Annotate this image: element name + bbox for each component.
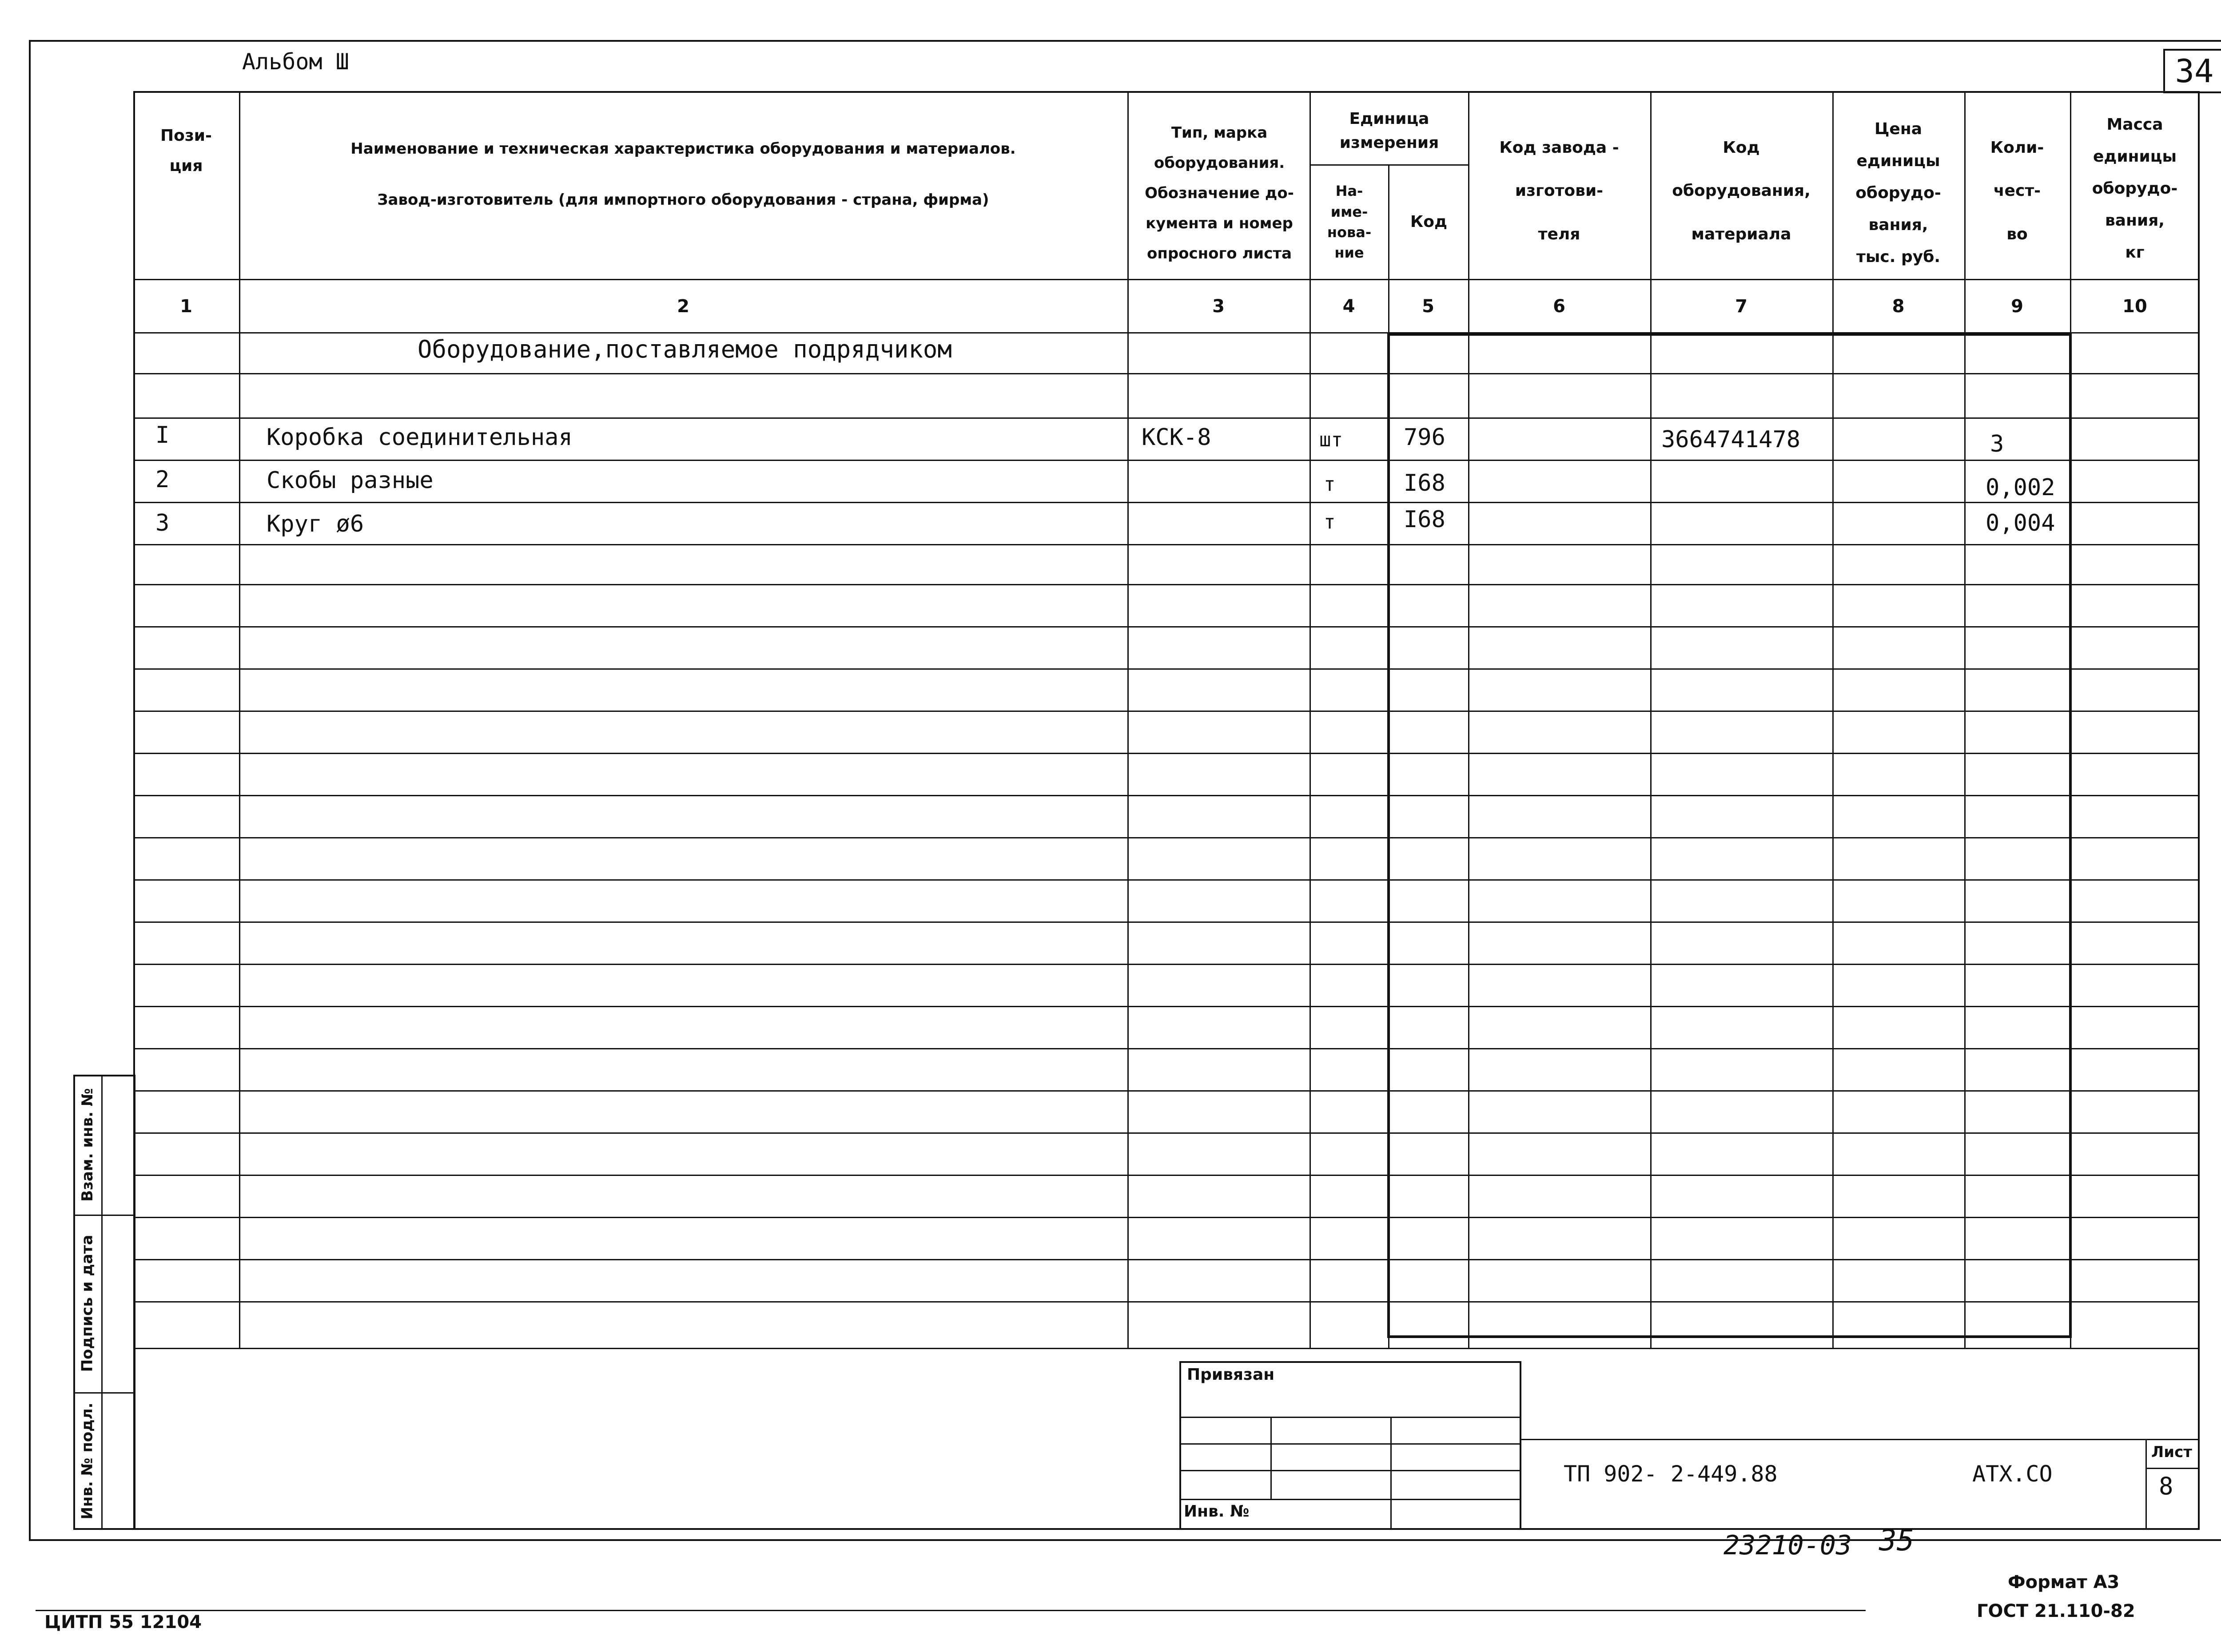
row-line [133, 837, 2200, 838]
sheet-label: Лист [2151, 1443, 2192, 1461]
col-num-5: 5 [1422, 296, 1434, 317]
row-line [133, 795, 2200, 796]
row2-pos: 2 [155, 466, 170, 493]
header-unit-group: Единица измерения [1339, 110, 1439, 152]
row3-pos: 3 [155, 510, 170, 536]
row1-pos: I [155, 422, 170, 449]
header-type: Тип, марка оборудования. Обозначение до- кумента и номер опросного листа [1145, 124, 1294, 262]
privyazan-vline-2 [1390, 1417, 1392, 1530]
colnum-bottom-line [133, 332, 2200, 334]
row-line [133, 502, 2200, 503]
row3-unit-name: т [1324, 511, 1336, 533]
sheet-box-mid [2145, 1468, 2200, 1469]
row-line [133, 879, 2200, 881]
header-unit-name: На- име- нова- ние [1327, 183, 1372, 262]
col-num-1: 1 [180, 296, 192, 317]
col-num-4: 4 [1342, 296, 1355, 317]
doc-block-top [1521, 1439, 2200, 1440]
side-vzam-inv [73, 1075, 101, 1215]
inv-no-label: Инв. № [1184, 1502, 1250, 1521]
unit-group-line [1310, 164, 1468, 166]
header-material-code: Код оборудования, материала [1672, 139, 1811, 243]
row1-type: КСК-8 [1142, 424, 1211, 451]
col-num-10: 10 [2122, 296, 2147, 317]
table-body-bottom-line [133, 1348, 2200, 1349]
row-line [133, 1132, 2200, 1134]
row-line [133, 753, 2200, 754]
row1-unit-name: шт [1319, 429, 1343, 451]
format-label: Формат А3 [2008, 1572, 2120, 1592]
row-line [133, 964, 2200, 965]
header-name-line2: Завод-изготовитель (для импортного оборудования - страна, фирма) [377, 191, 989, 209]
row-line [133, 668, 2200, 670]
header-position: Пози- ция [160, 126, 212, 175]
header-unit-code: Код [1410, 212, 1448, 231]
col-num-2: 2 [677, 296, 689, 317]
privyazan-line-4 [1179, 1499, 1521, 1500]
row3-unit-code: I68 [1404, 506, 1445, 533]
side-podpis-data [73, 1215, 101, 1392]
col-num-3: 3 [1212, 296, 1225, 317]
row-line [133, 1090, 2200, 1092]
archive-page: 35 [1879, 1523, 1915, 1557]
sheet-box-left [2145, 1439, 2147, 1530]
row1-material-code: 3664741478 [1661, 426, 1801, 453]
thick-left [1387, 333, 1390, 1337]
side-inv-podl [73, 1392, 101, 1530]
privyazan-line-3 [1179, 1470, 1521, 1471]
header-mass: Масса единицы оборудо- вания, кг [2092, 115, 2178, 262]
row3-qty: 0,004 [1986, 510, 2055, 536]
row-line [133, 373, 2200, 374]
col-num-9: 9 [2011, 296, 2023, 317]
corner-page-number: 34 [2175, 52, 2214, 90]
side-inv-podl-text: Инв. № подл. [78, 1402, 96, 1520]
archive-number: 23210-03 [1723, 1530, 1852, 1561]
row-line [133, 417, 2200, 419]
thick-right [2069, 333, 2072, 1337]
row-line [133, 711, 2200, 712]
row2-name: Скобы разные [267, 467, 434, 494]
col-num-8: 8 [1892, 296, 1905, 317]
section-title: Оборудование,поставляемое подрядчиком [418, 335, 952, 363]
privyazan-label: Привязан [1187, 1366, 1275, 1384]
row2-qty: 0,002 [1986, 474, 2055, 501]
row1-unit-code: 796 [1404, 424, 1445, 451]
thick-bottom [1387, 1335, 2072, 1338]
header-factory-code: Код завода - изготови- теля [1499, 139, 1619, 243]
row1-qty: 3 [1990, 431, 2004, 457]
row-line [133, 1048, 2200, 1049]
document-code: ТП 902- 2-449.88 [1564, 1461, 1778, 1487]
album-label: Альбом Ш [242, 49, 349, 75]
footer-rule [36, 1610, 1866, 1611]
row-line [133, 544, 2200, 545]
privyazan-vline-1 [1270, 1417, 1272, 1499]
side-stamp-divider [101, 1075, 103, 1530]
row-line [133, 460, 2200, 461]
row-line [133, 1006, 2200, 1007]
header-price: Цена единицы оборудо- вания, тыс. руб. [1855, 120, 1941, 266]
header-bottom-line [133, 279, 2200, 280]
row-line [133, 584, 2200, 585]
gost-label: ГОСТ 21.110-82 [1977, 1601, 2135, 1621]
col-num-7: 7 [1735, 296, 1747, 317]
header-quantity: Коли- чест- во [1990, 139, 2044, 243]
row1-name: Коробка соединительная [267, 424, 573, 451]
row-line [133, 921, 2200, 923]
row-line [133, 626, 2200, 627]
side-podpis-data-text: Подпись и дата [78, 1235, 96, 1372]
privyazan-line-2 [1179, 1443, 1521, 1445]
sheet-number: 8 [2159, 1472, 2173, 1500]
row-line [133, 1175, 2200, 1176]
privyazan-line-1 [1179, 1417, 1521, 1418]
row-line [133, 1301, 2200, 1303]
document-mark: АТХ.СО [1972, 1461, 2053, 1487]
row-line [133, 1259, 2200, 1260]
row2-unit-code: I68 [1404, 470, 1445, 496]
row-line [133, 1217, 2200, 1218]
row3-name: Круг ø6 [267, 511, 364, 537]
col-num-6: 6 [1553, 296, 1565, 317]
row2-unit-name: т [1324, 473, 1336, 496]
header-name-line1: Наименование и техническая характеристика оборудования и материалов. [350, 139, 1016, 158]
publisher-label: ЦИТП 55 12104 [44, 1612, 202, 1632]
side-vzam-inv-text: Взам. инв. № [78, 1088, 96, 1202]
